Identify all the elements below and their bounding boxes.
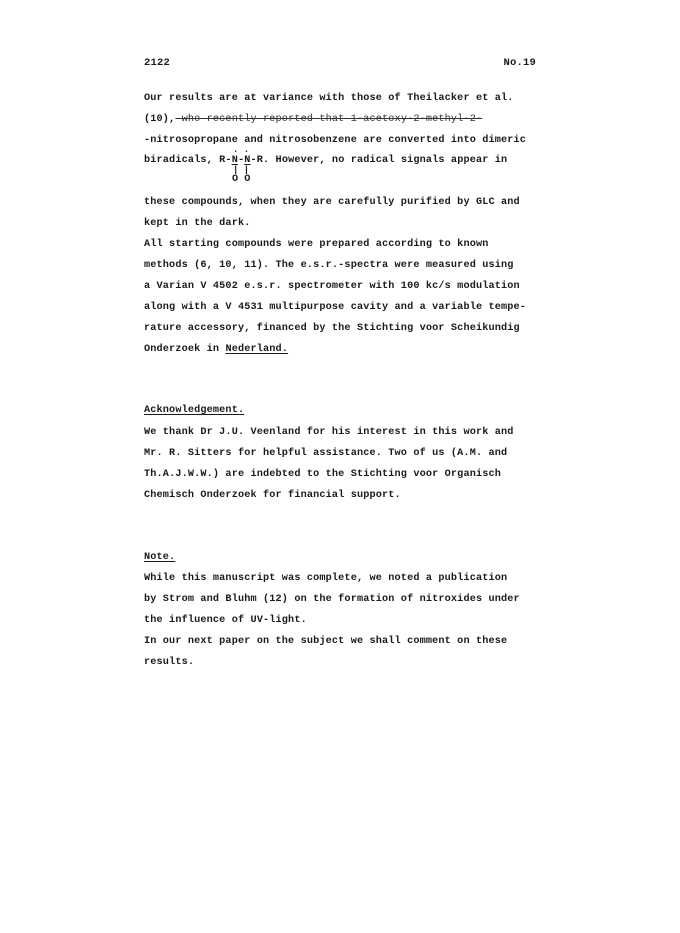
formula-nitrogen-1: N [231, 155, 238, 166]
page-header [144, 57, 536, 71]
formula-oxygens: O O [232, 174, 251, 185]
formula-radical-dots: . . [233, 145, 250, 155]
formula-prefix: biradicals, R- [144, 155, 232, 166]
issue-number: No.19 [503, 57, 536, 69]
formula-nitrogen-2: N [244, 155, 251, 166]
citation-ref: (10), [144, 114, 176, 125]
paragraph2-line5: rature accessory, financed by the Stichting voor Scheikundig [144, 323, 520, 334]
paragraph1-line6: kept in the dark. [144, 218, 251, 229]
paragraph2-line6 [144, 344, 288, 356]
acknowledgement-line4: Chemisch Onderzoek for financial support. [144, 490, 401, 501]
paragraph1-line1: Our results are at variance with those of Theilacker et al. [144, 93, 514, 104]
paragraph1-line2 [144, 114, 482, 126]
note-line2: by Strom and Bluhm (12) on the formation of nitroxides under [144, 594, 520, 605]
acknowledgement-line3: Th.A.J.W.W.) are indebted to the Stichting voor Organisch [144, 469, 502, 480]
acknowledgement-heading: Acknowledgement. [144, 405, 245, 416]
formula-bond: - [237, 155, 245, 166]
paragraph2-line1: All starting compounds were prepared according to known [144, 239, 489, 250]
formula-suffix: -R. However, no radical signals appear in [250, 155, 508, 166]
formula-bonds-vertical: | | [233, 165, 250, 175]
note-line4: In our next paper on the subject we shall comment on these [144, 636, 508, 647]
paragraph1-line3: -nitrosopropane and nitrosobenzene are converted into dimeric [144, 135, 527, 146]
note-heading: Note. [144, 552, 176, 563]
page-number: 2122 [144, 57, 171, 69]
paragraph2-line6-start: Onderzoek in [144, 344, 226, 355]
note-line5: results. [144, 657, 195, 668]
paragraph2-line4: along with a V 4531 multipurpose cavity and a variable tempe- [144, 302, 527, 313]
note-line3: the influence of UV-light. [144, 615, 307, 626]
paragraph2-line2: methods (6, 10, 11). The e.s.r.-spectra were measured using [144, 260, 514, 271]
paragraph1-line5: these compounds, when they are carefully purified by GLC and [144, 197, 520, 208]
acknowledgement-line2: Mr. R. Sitters for helpful assistance. Two of us (A.M. and [144, 448, 508, 459]
paragraph2-line3: a Varian V 4502 e.s.r. spectrometer with 100 kc/s modulation [144, 281, 520, 292]
acknowledgement-line1: We thank Dr J.U. Veenland for his interest in this work and [144, 427, 514, 438]
note-line1: While this manuscript was complete, we noted a publication [144, 573, 508, 584]
paragraph2-line6-underlined: Nederland. [225, 344, 289, 355]
paragraph1-line4 [144, 155, 507, 167]
struck-text: who recently reported that 1-acetoxy-2-methyl-2- [175, 114, 483, 125]
